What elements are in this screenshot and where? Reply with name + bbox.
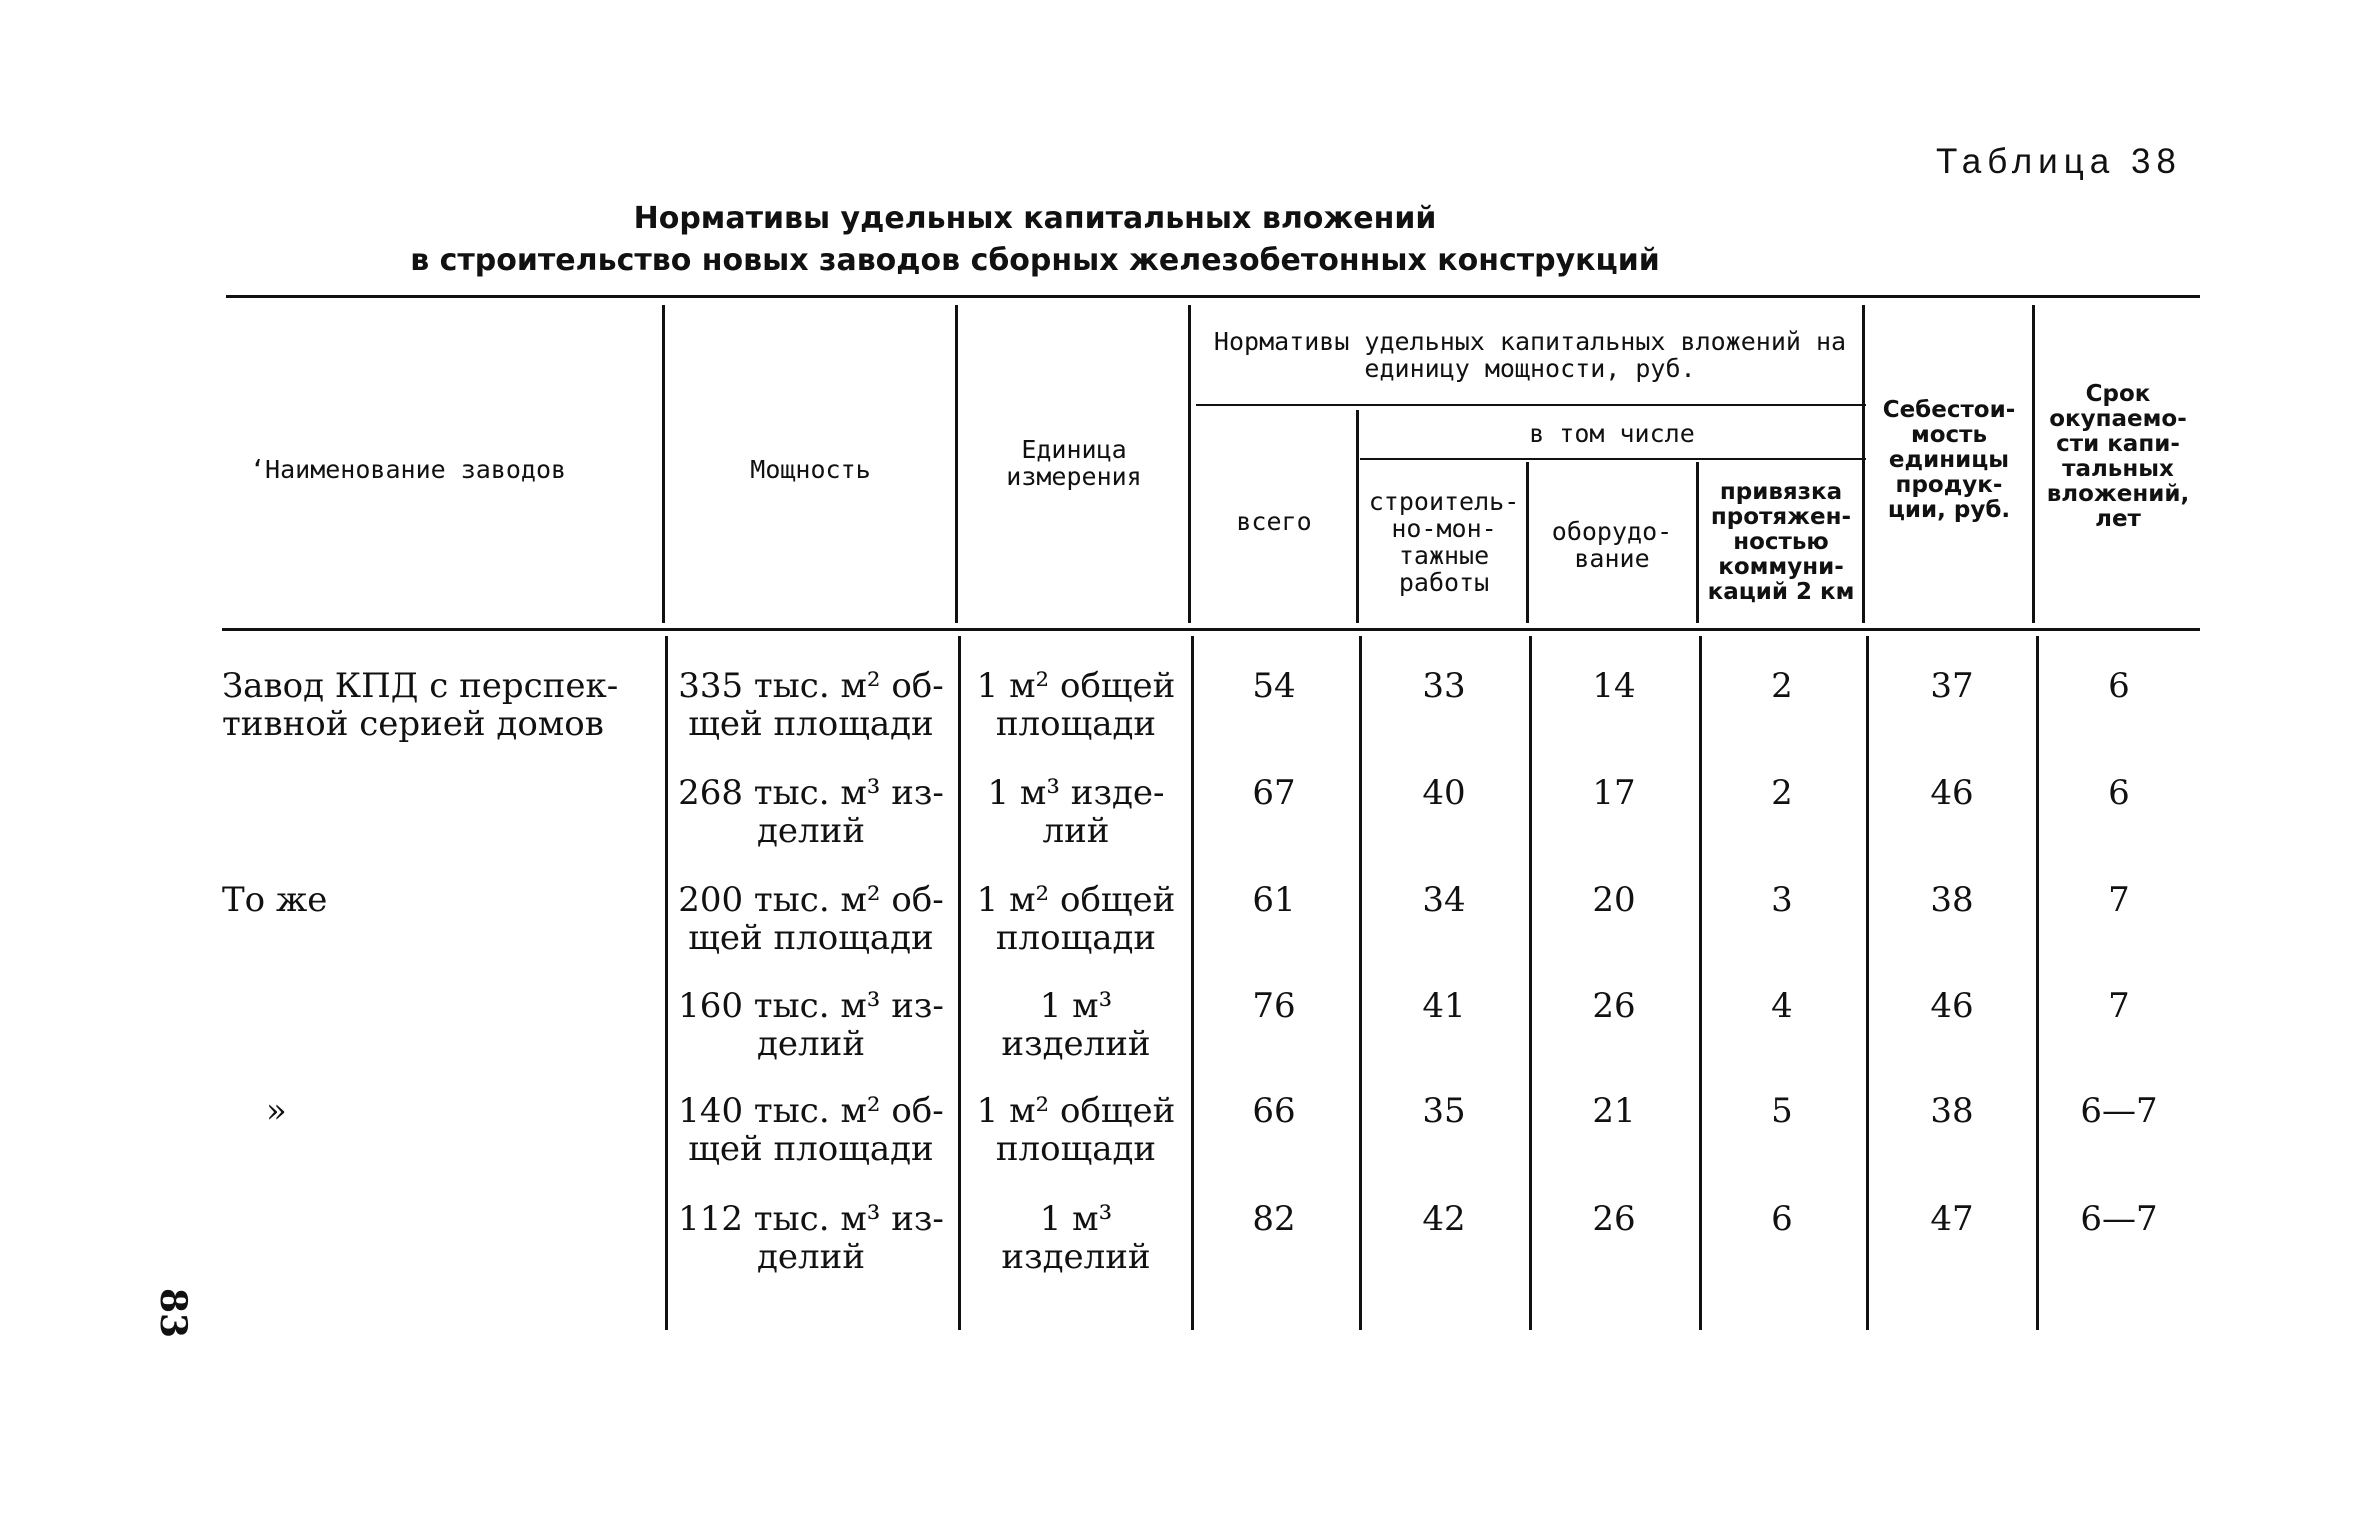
including-rule <box>1360 458 1866 460</box>
header-divider <box>1696 462 1699 623</box>
row-cost: 38 <box>1930 1091 1974 1131</box>
body-divider <box>958 636 961 1330</box>
header-divider <box>1356 410 1359 623</box>
row-binding: 2 <box>1771 773 1793 813</box>
row-unit: 1 м² общей площади <box>976 666 1176 744</box>
row-equipment: 20 <box>1592 880 1636 920</box>
row-payback: 6 <box>2108 666 2130 706</box>
row-binding: 5 <box>1771 1091 1793 1131</box>
header-norms-group: Нормативы удельных капитальных вложений на единицу мощности, руб. <box>1213 327 1847 383</box>
header-divider <box>1188 305 1191 623</box>
row-capacity: 112 тыс. м³ из-делий <box>678 1199 944 1277</box>
document-title <box>370 198 1700 282</box>
row-cost: 47 <box>1930 1199 1974 1239</box>
row-payback: 6—7 <box>2080 1091 2158 1131</box>
header-binding: привязка протяжен-ностью коммуни-каций 2 км <box>1707 479 1855 605</box>
row-total: 61 <box>1252 880 1296 920</box>
row-payback: 7 <box>2108 986 2130 1026</box>
header-divider <box>1862 305 1865 623</box>
row-equipment: 26 <box>1592 986 1636 1026</box>
page-number: 83 <box>152 1287 195 1339</box>
row-binding: 6 <box>1771 1199 1793 1239</box>
row-unit: 1 м³ изделий <box>1001 986 1151 1064</box>
row-binding: 3 <box>1771 880 1793 920</box>
header-total: всего <box>1236 507 1312 536</box>
body-divider <box>665 636 668 1330</box>
row-capacity: 268 тыс. м³ из-делий <box>678 773 944 851</box>
row-construction: 33 <box>1422 666 1466 706</box>
row-capacity: 160 тыс. м³ из-делий <box>678 986 944 1064</box>
row-total: 67 <box>1252 773 1296 813</box>
header-payback: Срок окупаемо-сти капи-тальных вложений, лет <box>2046 381 2190 532</box>
header-equipment: оборудо-вание <box>1551 517 1673 573</box>
row-payback: 6 <box>2108 773 2130 813</box>
body-divider <box>1866 636 1869 1330</box>
norms-group-rule <box>1196 404 1866 406</box>
header-capacity: Мощность <box>750 455 871 484</box>
row-cost: 46 <box>1930 773 1974 813</box>
title-line-2: в строительство новых заводов сборных железобетонных конструкций <box>410 243 1660 278</box>
row-unit: 1 м³ изде-лий <box>987 773 1165 851</box>
row-construction: 35 <box>1422 1091 1466 1131</box>
row-payback: 6—7 <box>2080 1199 2158 1239</box>
row-equipment: 17 <box>1592 773 1636 813</box>
row-unit: 1 м² общей площади <box>976 1091 1176 1169</box>
row-binding: 2 <box>1771 666 1793 706</box>
row-construction: 41 <box>1422 986 1466 1026</box>
row-unit: 1 м³ изделий <box>1001 1199 1151 1277</box>
header-bottom-rule <box>222 628 2200 631</box>
row-capacity: 200 тыс. м² об-щей площади <box>678 880 944 958</box>
header-unit: Единица измерения <box>1006 435 1142 491</box>
header-cost: Себестои-мость единицы продук-ции, руб. <box>1882 397 2016 523</box>
body-divider <box>2036 636 2039 1330</box>
row-construction: 42 <box>1422 1199 1466 1239</box>
header-divider <box>662 305 665 623</box>
row-total: 66 <box>1252 1091 1296 1131</box>
row-binding: 4 <box>1771 986 1793 1026</box>
row-payback: 7 <box>2108 880 2130 920</box>
row-capacity: 140 тыс. м² об-щей площади <box>678 1091 944 1169</box>
row-unit: 1 м² общей площади <box>976 880 1176 958</box>
header-including: в том числе <box>1529 419 1695 448</box>
row-equipment: 26 <box>1592 1199 1636 1239</box>
row-total: 76 <box>1252 986 1296 1026</box>
row-cost: 37 <box>1930 666 1974 706</box>
row-capacity: 335 тыс. м² об-щей площади <box>678 666 944 744</box>
row-equipment: 14 <box>1592 666 1636 706</box>
title-line-1: Нормативы удельных капитальных вложений <box>633 201 1437 236</box>
table-top-rule <box>226 295 2200 298</box>
header-divider <box>1526 462 1529 623</box>
row-equipment: 21 <box>1592 1091 1636 1131</box>
row-construction: 40 <box>1422 773 1466 813</box>
row-cost: 46 <box>1930 986 1974 1026</box>
row-cost: 38 <box>1930 880 1974 920</box>
table-label: Таблица 38 <box>1936 142 2182 181</box>
row-construction: 34 <box>1422 880 1466 920</box>
row-name: То же <box>222 880 328 920</box>
row-name: » <box>266 1091 287 1131</box>
row-total: 82 <box>1252 1199 1296 1239</box>
header-name: ‘Наименование заводов <box>250 455 567 484</box>
header-divider <box>2032 305 2035 623</box>
row-total: 54 <box>1252 666 1296 706</box>
header-divider <box>955 305 958 623</box>
row-name: Завод КПД с перспек-тивной серией домов <box>222 666 619 744</box>
header-construction: строитель-но-мон-тажные работы <box>1368 487 1520 597</box>
